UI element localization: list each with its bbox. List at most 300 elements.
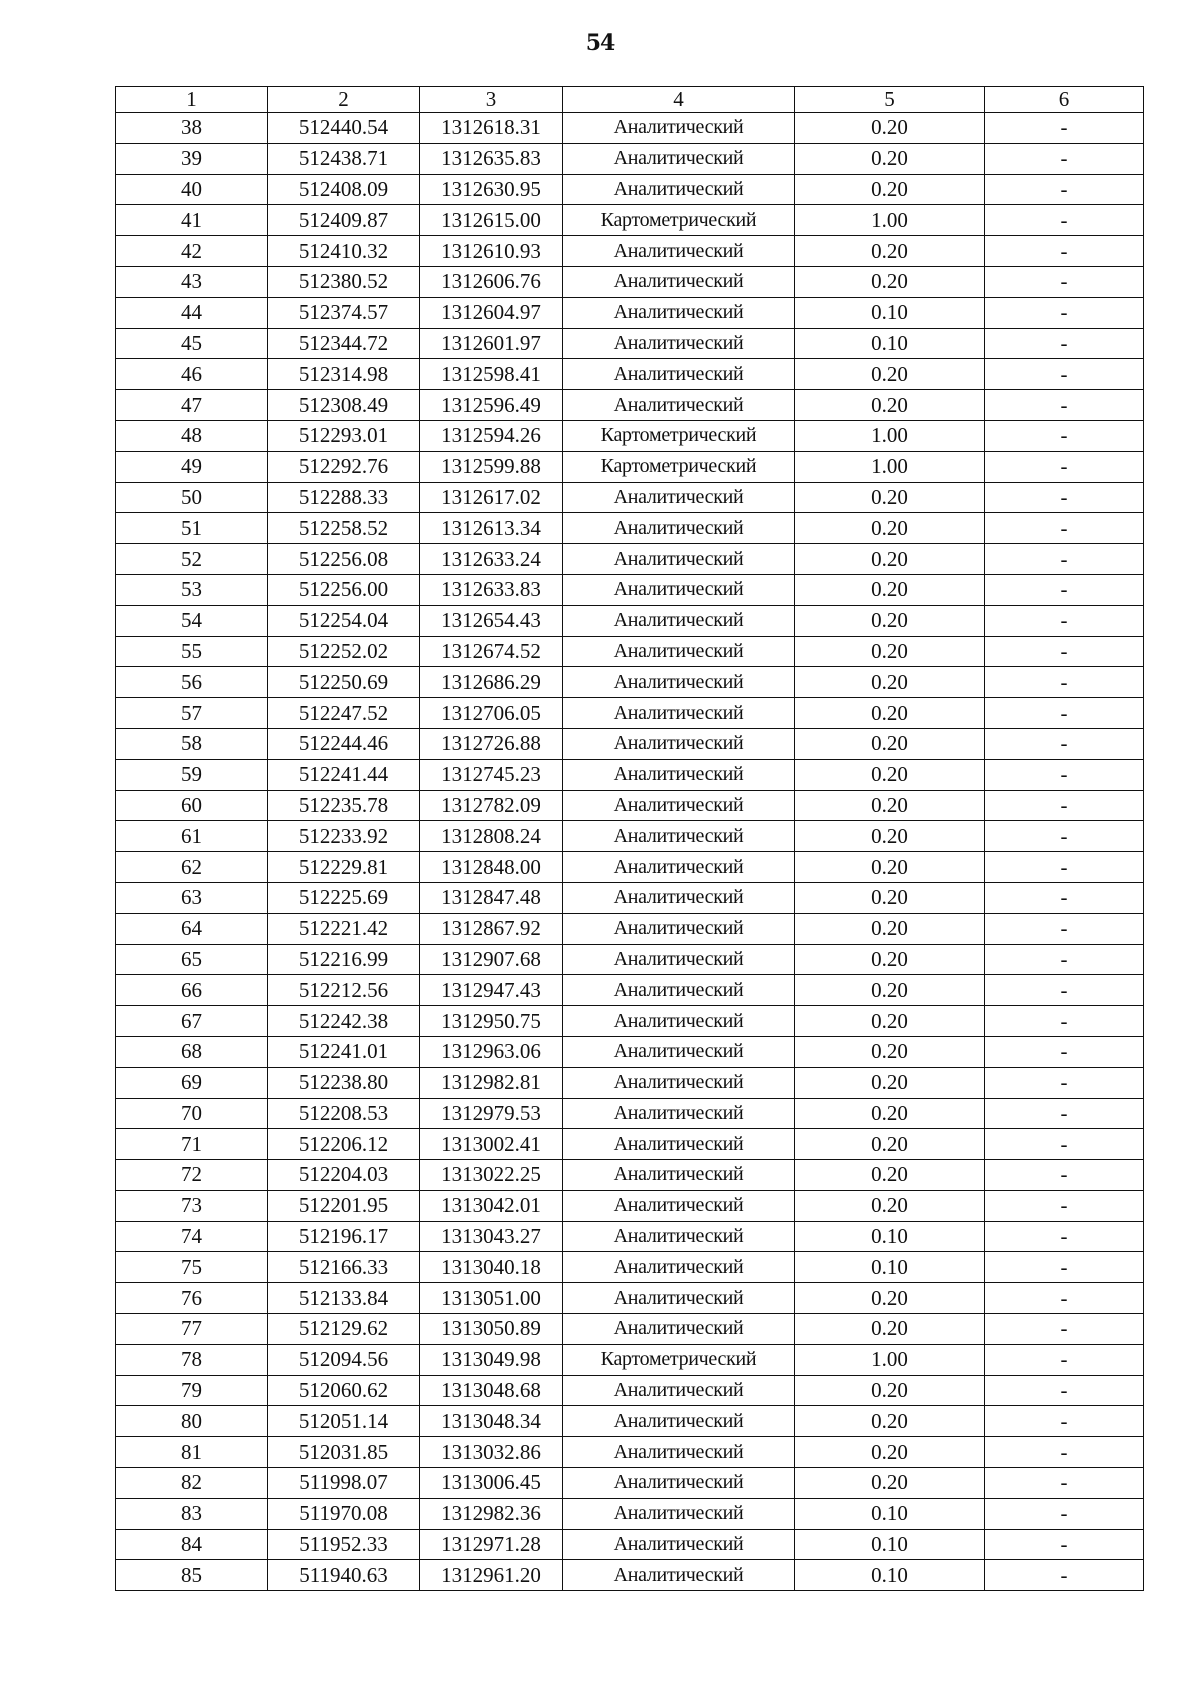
table-row [116, 451, 1144, 482]
method-cell: Картометрический [563, 420, 795, 451]
note-cell: - [985, 1468, 1144, 1499]
point-number-cell: 59 [116, 759, 268, 790]
accuracy-cell: 0.20 [795, 1098, 985, 1129]
y-coordinate-cell: 1313002.41 [420, 1129, 563, 1160]
x-coordinate-cell: 512201.95 [268, 1190, 420, 1221]
note-cell: - [985, 667, 1144, 698]
note-cell: - [985, 1529, 1144, 1560]
accuracy-cell: 0.20 [795, 1036, 985, 1067]
accuracy-cell: 0.20 [795, 882, 985, 913]
point-number-cell: 84 [116, 1529, 268, 1560]
note-cell: - [985, 1375, 1144, 1406]
y-coordinate-cell: 1312982.81 [420, 1067, 563, 1098]
table-row [116, 328, 1144, 359]
note-cell: - [985, 1067, 1144, 1098]
method-cell: Аналитический [563, 297, 795, 328]
column-header: 4 [563, 87, 795, 113]
accuracy-cell: 0.20 [795, 605, 985, 636]
accuracy-cell: 0.10 [795, 1252, 985, 1283]
note-cell: - [985, 913, 1144, 944]
point-number-cell: 41 [116, 205, 268, 236]
note-cell: - [985, 636, 1144, 667]
x-coordinate-cell: 512440.54 [268, 113, 420, 144]
method-cell: Аналитический [563, 728, 795, 759]
table-row [116, 266, 1144, 297]
method-cell: Аналитический [563, 544, 795, 575]
table-row [116, 1006, 1144, 1037]
x-coordinate-cell: 512238.80 [268, 1067, 420, 1098]
y-coordinate-cell: 1312907.68 [420, 944, 563, 975]
table-row [116, 1067, 1144, 1098]
note-cell: - [985, 328, 1144, 359]
note-cell: - [985, 236, 1144, 267]
column-header: 2 [268, 87, 420, 113]
y-coordinate-cell: 1312630.95 [420, 174, 563, 205]
y-coordinate-cell: 1313040.18 [420, 1252, 563, 1283]
x-coordinate-cell: 512408.09 [268, 174, 420, 205]
point-number-cell: 78 [116, 1344, 268, 1375]
method-cell: Аналитический [563, 1098, 795, 1129]
point-number-cell: 49 [116, 451, 268, 482]
accuracy-cell: 0.20 [795, 1067, 985, 1098]
accuracy-cell: 0.20 [795, 359, 985, 390]
point-number-cell: 75 [116, 1252, 268, 1283]
table-row [116, 759, 1144, 790]
point-number-cell: 46 [116, 359, 268, 390]
accuracy-cell: 0.20 [795, 266, 985, 297]
x-coordinate-cell: 512410.32 [268, 236, 420, 267]
point-number-cell: 40 [116, 174, 268, 205]
point-number-cell: 68 [116, 1036, 268, 1067]
point-number-cell: 82 [116, 1468, 268, 1499]
y-coordinate-cell: 1312617.02 [420, 482, 563, 513]
y-coordinate-cell: 1312963.06 [420, 1036, 563, 1067]
x-coordinate-cell: 511970.08 [268, 1498, 420, 1529]
table-row [116, 1529, 1144, 1560]
accuracy-cell: 1.00 [795, 420, 985, 451]
x-coordinate-cell: 512374.57 [268, 297, 420, 328]
column-header: 3 [420, 87, 563, 113]
page-number: 54 [585, 30, 615, 56]
point-number-cell: 38 [116, 113, 268, 144]
method-cell: Аналитический [563, 821, 795, 852]
note-cell: - [985, 605, 1144, 636]
point-number-cell: 60 [116, 790, 268, 821]
table-row [116, 1498, 1144, 1529]
table-row [116, 636, 1144, 667]
point-number-cell: 72 [116, 1160, 268, 1191]
table-row [116, 1314, 1144, 1345]
table-row [116, 1283, 1144, 1314]
method-cell: Аналитический [563, 1129, 795, 1160]
table-row [116, 1468, 1144, 1499]
x-coordinate-cell: 512252.02 [268, 636, 420, 667]
method-cell: Аналитический [563, 667, 795, 698]
y-coordinate-cell: 1312848.00 [420, 852, 563, 883]
point-number-cell: 56 [116, 667, 268, 698]
y-coordinate-cell: 1312726.88 [420, 728, 563, 759]
accuracy-cell: 0.20 [795, 728, 985, 759]
table-row [116, 236, 1144, 267]
note-cell: - [985, 698, 1144, 729]
point-number-cell: 70 [116, 1098, 268, 1129]
y-coordinate-cell: 1312610.93 [420, 236, 563, 267]
point-number-cell: 81 [116, 1437, 268, 1468]
x-coordinate-cell: 512256.00 [268, 574, 420, 605]
note-cell: - [985, 975, 1144, 1006]
accuracy-cell: 0.20 [795, 544, 985, 575]
method-cell: Аналитический [563, 1221, 795, 1252]
point-number-cell: 61 [116, 821, 268, 852]
note-cell: - [985, 728, 1144, 759]
x-coordinate-cell: 512221.42 [268, 913, 420, 944]
accuracy-cell: 0.20 [795, 1283, 985, 1314]
point-number-cell: 62 [116, 852, 268, 883]
accuracy-cell: 0.20 [795, 113, 985, 144]
method-cell: Аналитический [563, 1283, 795, 1314]
table-row [116, 1160, 1144, 1191]
table-row [116, 174, 1144, 205]
x-coordinate-cell: 512196.17 [268, 1221, 420, 1252]
table-row [116, 852, 1144, 883]
method-cell: Картометрический [563, 1344, 795, 1375]
note-cell: - [985, 513, 1144, 544]
accuracy-cell: 0.20 [795, 1129, 985, 1160]
accuracy-cell: 0.20 [795, 1314, 985, 1345]
accuracy-cell: 0.20 [795, 482, 985, 513]
method-cell: Аналитический [563, 328, 795, 359]
table-row [116, 297, 1144, 328]
table-row [116, 975, 1144, 1006]
accuracy-cell: 0.20 [795, 975, 985, 1006]
method-cell: Аналитический [563, 790, 795, 821]
y-coordinate-cell: 1312971.28 [420, 1529, 563, 1560]
x-coordinate-cell: 512314.98 [268, 359, 420, 390]
x-coordinate-cell: 511998.07 [268, 1468, 420, 1499]
point-number-cell: 74 [116, 1221, 268, 1252]
y-coordinate-cell: 1312633.83 [420, 574, 563, 605]
x-coordinate-cell: 512258.52 [268, 513, 420, 544]
accuracy-cell: 0.10 [795, 1529, 985, 1560]
x-coordinate-cell: 512051.14 [268, 1406, 420, 1437]
y-coordinate-cell: 1312706.05 [420, 698, 563, 729]
table-row [116, 944, 1144, 975]
accuracy-cell: 0.10 [795, 1560, 985, 1591]
table-row [116, 821, 1144, 852]
note-cell: - [985, 1098, 1144, 1129]
table-row [116, 482, 1144, 513]
method-cell: Аналитический [563, 1160, 795, 1191]
table-row [116, 574, 1144, 605]
accuracy-cell: 0.20 [795, 790, 985, 821]
table-row [116, 1406, 1144, 1437]
accuracy-cell: 0.10 [795, 328, 985, 359]
x-coordinate-cell: 512288.33 [268, 482, 420, 513]
table-row [116, 605, 1144, 636]
x-coordinate-cell: 512233.92 [268, 821, 420, 852]
y-coordinate-cell: 1312808.24 [420, 821, 563, 852]
point-number-cell: 48 [116, 420, 268, 451]
note-cell: - [985, 266, 1144, 297]
point-number-cell: 58 [116, 728, 268, 759]
point-number-cell: 64 [116, 913, 268, 944]
point-number-cell: 67 [116, 1006, 268, 1037]
y-coordinate-cell: 1313022.25 [420, 1160, 563, 1191]
method-cell: Аналитический [563, 1036, 795, 1067]
point-number-cell: 53 [116, 574, 268, 605]
y-coordinate-cell: 1313006.45 [420, 1468, 563, 1499]
y-coordinate-cell: 1312674.52 [420, 636, 563, 667]
table-row [116, 913, 1144, 944]
y-coordinate-cell: 1312947.43 [420, 975, 563, 1006]
x-coordinate-cell: 512204.03 [268, 1160, 420, 1191]
table-row [116, 513, 1144, 544]
note-cell: - [985, 143, 1144, 174]
table-row [116, 790, 1144, 821]
point-number-cell: 83 [116, 1498, 268, 1529]
note-cell: - [985, 420, 1144, 451]
table-row [116, 1437, 1144, 1468]
point-number-cell: 69 [116, 1067, 268, 1098]
point-number-cell: 77 [116, 1314, 268, 1345]
x-coordinate-cell: 511952.33 [268, 1529, 420, 1560]
method-cell: Аналитический [563, 1468, 795, 1499]
method-cell: Аналитический [563, 1375, 795, 1406]
note-cell: - [985, 390, 1144, 421]
method-cell: Аналитический [563, 1006, 795, 1037]
y-coordinate-cell: 1312950.75 [420, 1006, 563, 1037]
accuracy-cell: 0.20 [795, 944, 985, 975]
point-number-cell: 66 [116, 975, 268, 1006]
y-coordinate-cell: 1312615.00 [420, 205, 563, 236]
accuracy-cell: 0.20 [795, 513, 985, 544]
method-cell: Аналитический [563, 1560, 795, 1591]
y-coordinate-cell: 1313032.86 [420, 1437, 563, 1468]
note-cell: - [985, 1221, 1144, 1252]
point-number-cell: 76 [116, 1283, 268, 1314]
x-coordinate-cell: 512229.81 [268, 852, 420, 883]
method-cell: Аналитический [563, 605, 795, 636]
point-number-cell: 80 [116, 1406, 268, 1437]
method-cell: Аналитический [563, 1252, 795, 1283]
y-coordinate-cell: 1312686.29 [420, 667, 563, 698]
table-row [116, 1344, 1144, 1375]
y-coordinate-cell: 1312613.34 [420, 513, 563, 544]
y-coordinate-cell: 1312847.48 [420, 882, 563, 913]
method-cell: Аналитический [563, 390, 795, 421]
accuracy-cell: 1.00 [795, 1344, 985, 1375]
x-coordinate-cell: 512244.46 [268, 728, 420, 759]
x-coordinate-cell: 512094.56 [268, 1344, 420, 1375]
accuracy-cell: 0.10 [795, 1221, 985, 1252]
y-coordinate-cell: 1312867.92 [420, 913, 563, 944]
accuracy-cell: 0.20 [795, 913, 985, 944]
y-coordinate-cell: 1313051.00 [420, 1283, 563, 1314]
table-row [116, 1560, 1144, 1591]
y-coordinate-cell: 1313049.98 [420, 1344, 563, 1375]
method-cell: Аналитический [563, 1190, 795, 1221]
point-number-cell: 47 [116, 390, 268, 421]
table-row [116, 698, 1144, 729]
accuracy-cell: 0.20 [795, 852, 985, 883]
note-cell: - [985, 1437, 1144, 1468]
table-row [116, 420, 1144, 451]
note-cell: - [985, 882, 1144, 913]
note-cell: - [985, 482, 1144, 513]
table-header-row [116, 87, 1144, 113]
table-row [116, 113, 1144, 144]
note-cell: - [985, 1190, 1144, 1221]
table-row [116, 1098, 1144, 1129]
method-cell: Аналитический [563, 1314, 795, 1345]
accuracy-cell: 0.20 [795, 1468, 985, 1499]
accuracy-cell: 1.00 [795, 205, 985, 236]
note-cell: - [985, 1252, 1144, 1283]
table-row [116, 1252, 1144, 1283]
y-coordinate-cell: 1312599.88 [420, 451, 563, 482]
method-cell: Картометрический [563, 451, 795, 482]
method-cell: Аналитический [563, 1529, 795, 1560]
table-row [116, 882, 1144, 913]
table-row [116, 390, 1144, 421]
x-coordinate-cell: 512212.56 [268, 975, 420, 1006]
table-row [116, 1129, 1144, 1160]
method-cell: Аналитический [563, 174, 795, 205]
note-cell: - [985, 574, 1144, 605]
note-cell: - [985, 852, 1144, 883]
y-coordinate-cell: 1313043.27 [420, 1221, 563, 1252]
accuracy-cell: 0.20 [795, 236, 985, 267]
table-row [116, 143, 1144, 174]
accuracy-cell: 0.20 [795, 667, 985, 698]
method-cell: Аналитический [563, 882, 795, 913]
accuracy-cell: 0.20 [795, 174, 985, 205]
x-coordinate-cell: 512235.78 [268, 790, 420, 821]
accuracy-cell: 0.20 [795, 1006, 985, 1037]
note-cell: - [985, 790, 1144, 821]
column-header: 1 [116, 87, 268, 113]
table-body [116, 113, 1144, 1591]
method-cell: Аналитический [563, 852, 795, 883]
y-coordinate-cell: 1312654.43 [420, 605, 563, 636]
accuracy-cell: 0.20 [795, 698, 985, 729]
accuracy-cell: 0.10 [795, 1498, 985, 1529]
note-cell: - [985, 1406, 1144, 1437]
accuracy-cell: 0.20 [795, 759, 985, 790]
method-cell: Аналитический [563, 1406, 795, 1437]
table-row [116, 728, 1144, 759]
table-row [116, 205, 1144, 236]
x-coordinate-cell: 512292.76 [268, 451, 420, 482]
x-coordinate-cell: 512129.62 [268, 1314, 420, 1345]
x-coordinate-cell: 512206.12 [268, 1129, 420, 1160]
method-cell: Аналитический [563, 944, 795, 975]
x-coordinate-cell: 512247.52 [268, 698, 420, 729]
x-coordinate-cell: 512060.62 [268, 1375, 420, 1406]
x-coordinate-cell: 512241.01 [268, 1036, 420, 1067]
note-cell: - [985, 759, 1144, 790]
y-coordinate-cell: 1313050.89 [420, 1314, 563, 1345]
y-coordinate-cell: 1312606.76 [420, 266, 563, 297]
point-number-cell: 45 [116, 328, 268, 359]
point-number-cell: 57 [116, 698, 268, 729]
point-number-cell: 55 [116, 636, 268, 667]
method-cell: Аналитический [563, 1067, 795, 1098]
accuracy-cell: 0.20 [795, 1190, 985, 1221]
method-cell: Аналитический [563, 1498, 795, 1529]
y-coordinate-cell: 1312594.26 [420, 420, 563, 451]
y-coordinate-cell: 1312604.97 [420, 297, 563, 328]
method-cell: Аналитический [563, 1437, 795, 1468]
x-coordinate-cell: 512380.52 [268, 266, 420, 297]
x-coordinate-cell: 512208.53 [268, 1098, 420, 1129]
note-cell: - [985, 821, 1144, 852]
note-cell: - [985, 451, 1144, 482]
accuracy-cell: 0.20 [795, 636, 985, 667]
accuracy-cell: 0.20 [795, 1375, 985, 1406]
y-coordinate-cell: 1312633.24 [420, 544, 563, 575]
x-coordinate-cell: 512344.72 [268, 328, 420, 359]
note-cell: - [985, 1498, 1144, 1529]
point-number-cell: 50 [116, 482, 268, 513]
method-cell: Аналитический [563, 975, 795, 1006]
coordinates-table [115, 86, 1144, 1591]
accuracy-cell: 1.00 [795, 451, 985, 482]
y-coordinate-cell: 1312982.36 [420, 1498, 563, 1529]
point-number-cell: 44 [116, 297, 268, 328]
point-number-cell: 39 [116, 143, 268, 174]
method-cell: Аналитический [563, 513, 795, 544]
note-cell: - [985, 1560, 1144, 1591]
point-number-cell: 63 [116, 882, 268, 913]
y-coordinate-cell: 1313048.34 [420, 1406, 563, 1437]
note-cell: - [985, 544, 1144, 575]
note-cell: - [985, 1129, 1144, 1160]
note-cell: - [985, 205, 1144, 236]
accuracy-cell: 0.20 [795, 143, 985, 174]
y-coordinate-cell: 1313042.01 [420, 1190, 563, 1221]
note-cell: - [985, 1283, 1144, 1314]
note-cell: - [985, 113, 1144, 144]
point-number-cell: 73 [116, 1190, 268, 1221]
table-row [116, 359, 1144, 390]
x-coordinate-cell: 512293.01 [268, 420, 420, 451]
table-row [116, 1221, 1144, 1252]
point-number-cell: 52 [116, 544, 268, 575]
y-coordinate-cell: 1312596.49 [420, 390, 563, 421]
x-coordinate-cell: 512166.33 [268, 1252, 420, 1283]
x-coordinate-cell: 512216.99 [268, 944, 420, 975]
y-coordinate-cell: 1312601.97 [420, 328, 563, 359]
point-number-cell: 71 [116, 1129, 268, 1160]
note-cell: - [985, 174, 1144, 205]
x-coordinate-cell: 512256.08 [268, 544, 420, 575]
x-coordinate-cell: 512254.04 [268, 605, 420, 636]
y-coordinate-cell: 1312961.20 [420, 1560, 563, 1591]
table-row [116, 544, 1144, 575]
method-cell: Аналитический [563, 143, 795, 174]
y-coordinate-cell: 1312598.41 [420, 359, 563, 390]
method-cell: Аналитический [563, 698, 795, 729]
method-cell: Аналитический [563, 913, 795, 944]
method-cell: Аналитический [563, 266, 795, 297]
accuracy-cell: 0.20 [795, 390, 985, 421]
method-cell: Картометрический [563, 205, 795, 236]
x-coordinate-cell: 512409.87 [268, 205, 420, 236]
point-number-cell: 51 [116, 513, 268, 544]
table-row [116, 1036, 1144, 1067]
accuracy-cell: 0.20 [795, 1437, 985, 1468]
